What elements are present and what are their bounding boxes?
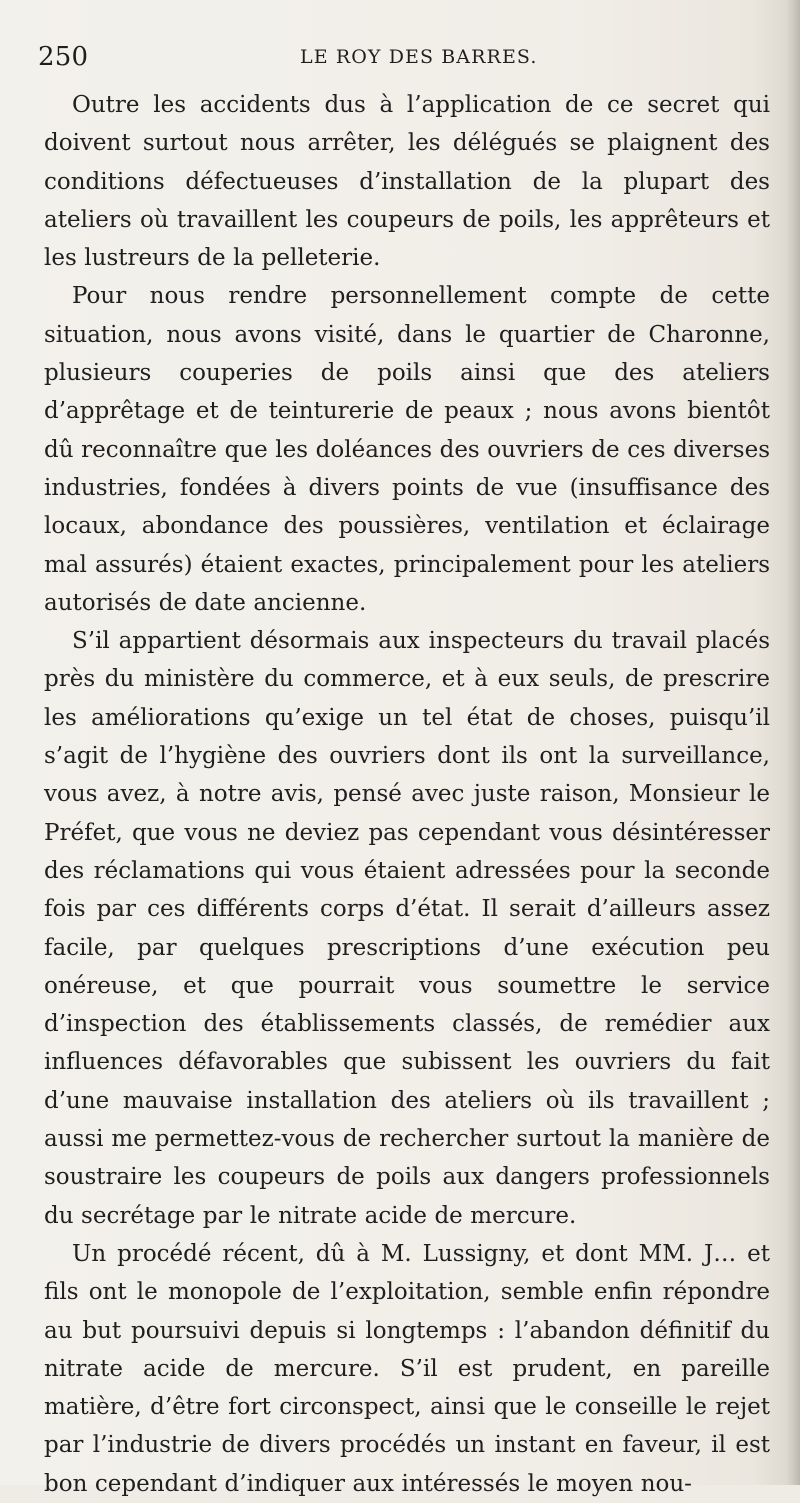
page-number: 250 xyxy=(38,42,89,72)
paragraph-3: S’il appartient désormais aux inspecteurs du travail placés près du ministère du commerce, et à eux seuls, de prescrire les améliorations qu’exige un tel état de choses, puisqu’il s’agit de l’hygiène des ouvriers dont ils ont la surveillance, vous avez, à notre avis, pensé avec juste raison, Monsieur le Préfet, que vous ne deviez pas cependant vous désintéresser des réclamations qui vous étaient adressées pour la seconde fois par ces différents corps d’état. Il serait d’ailleurs assez facile, par quelques prescriptions d’une exécution peu onéreuse, et que pourrait vous soumettre le service d’inspection des établissements classés, de remédier aux influences défavorables que subissent les ouvriers du fait d’une mauvaise installation des ateliers où ils travaillent ; aussi me permettez-vous de rechercher surtout la manière de soustraire les coupeurs de poils aux dangers professionnels du secrétage par le nitrate acide de mercure. xyxy=(44,628,770,1229)
page-body xyxy=(44,86,770,1503)
running-head: LE ROY DES BARRES. xyxy=(300,46,538,68)
paragraph-2: Pour nous rendre personnellement compte de cette situation, nous avons visité, dans le quartier de Charonne, plusieurs couperies de poils ainsi que des ateliers d’apprêtage et de teinturerie de peaux ; nous avons bientôt dû reconnaître que les doléances des ouvriers de ces diverses industries, fondées à divers points de vue (insuffisance des locaux, abondance des poussières, ventilation et éclairage mal assurés) étaient exactes, principalement pour les ateliers autorisés de date ancienne. xyxy=(44,283,770,616)
page-header xyxy=(38,40,778,74)
paragraph-1: Outre les accidents dus à l’application de ce secret qui doivent surtout nous arrêter, les délégués se plaignent des conditions défectueuses d’installation de la plupart des ateliers où travaillent les coupeurs de poils, les apprêteurs et les lustreurs de la pelleterie. xyxy=(44,92,770,272)
paragraph-4: Un procédé récent, dû à M. Lussigny, et dont MM. J… et fils ont le monopole de l’exploitation, semble enfin répondre au but poursuivi depuis si longtemps : l’abandon définitif du nitrate acide de mercure. S’il est prudent, en pareille matière, d’être fort circonspect, ainsi que le conseille le rejet par l’industrie de divers procédés un instant en faveur, il est bon cependant d’indiquer aux intéressés le moyen nou- xyxy=(44,1240,770,1497)
page-edge-shadow xyxy=(786,0,800,1485)
